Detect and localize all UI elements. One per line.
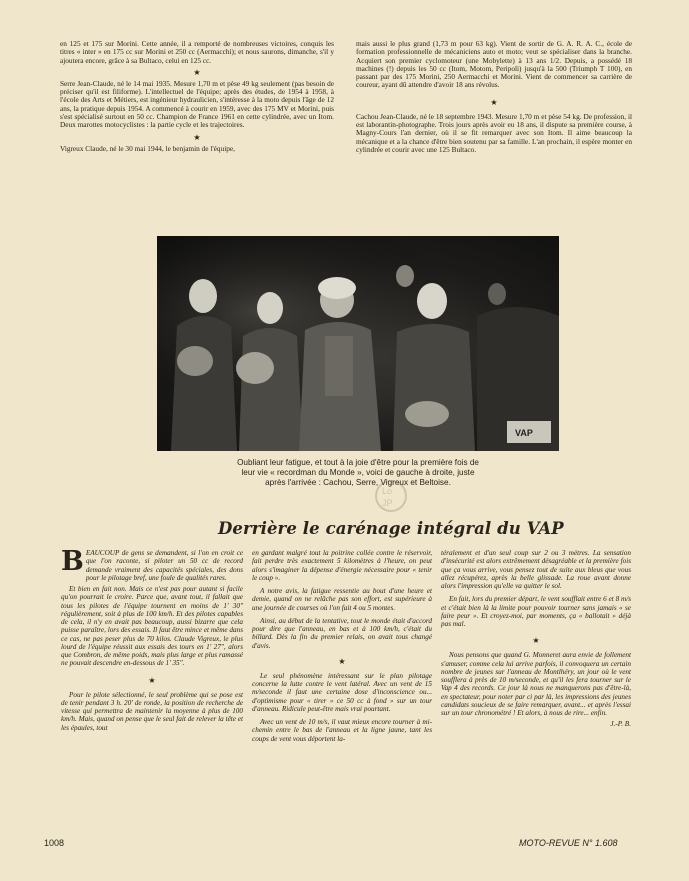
rider-bio-cachou: Cachou Jean-Claude, né le 18 septembre 1943. Mesure 1,70 m et pèse 54 kg. De profession, il est laborantin-photographe. Trois jours après avoir eu 18 ans, il dispute sa première course, à Magny-Cours l'an dernier, où il se fit remarquer avec son Itom. Il aime beaucoup la mécanique et a la chance d'être bien soutenu par sa famille. L'an prochain, il espère monter en cylindrée et courir avec une 125 Bultaco. (356, 111, 632, 154)
article-column-2 (252, 549, 432, 743)
drop-cap: B (61, 546, 84, 577)
svg-text:JP: JP (382, 498, 393, 508)
separator-star-icon: ★ (338, 656, 346, 666)
paragraph: Ainsi, au début de la tentative, tout le monde était d'accord pour dire que l'anneau, en bas et à 100 km/h, c'était du billard. Dès la fin du premier relais, on avait tous changé d'avis. (252, 616, 432, 650)
paragraph: En fait, lors du premier départ, le vent soufflait entre 6 et 8 m/s et c'était bien là la limite pour pouvoir tourner sans jamais « se faire peur ». Et croyez-moi, par moments, ça « ballotait » déjà pas mal. (441, 595, 631, 628)
paragraph: Pour le pilote sélectionné, le seul problème qui se pose est de tenir pendant 3 h. 20' de ronde, la position de recherche de vitesse qui permettra de maintenir la moyenne à plus de 100 km/h. Mais, quand on pense que le seul fait de relever la tête et les épaules, tout (61, 690, 243, 732)
paragraph: A notre avis, la fatigue ressentie au bout d'une heure et demie, quand on ne relâche pas son effort, est supérieure à une journée de courses où l'on fait 4 ou 5 montes. (252, 587, 432, 612)
separator-star-icon: ★ (490, 97, 498, 107)
paragraph: en 125 et 175 sur Morini. Cette année, il a remporté de nombreuses victoires, conquis les titres « inter » en 175 cc sur Morini et 250 cc (Aermacchi); et nous saurons, dimanche, s'il y ajoutera encore, grâce à sa Bultaco, celui en 125 cc. (60, 39, 334, 65)
separator-star-icon: ★ (532, 636, 540, 646)
team-photo (157, 236, 559, 451)
magazine-issue: MOTO-REVUE N° 1.608 (519, 838, 618, 848)
vap-sign-text: VAP (515, 428, 533, 438)
author-signature: J.-P. B. (610, 720, 631, 729)
rider-bio-vigreux-end: mais aussi le plus grand (1,73 m pour 63 kg). Vient de sortir de G. A. R. A. C., école de formation professionnelle de mécaniciens auto et moto; veut se spécialiser dans la branche. Acquiert son premier cyclomoteur (une Mobylette) à 13 ans 1/2. Depuis, a possédé 18 machines (!) depuis les 50 cc (Itom, Motom, Peripoli) jusqu'à la 500 (Triumph T 100), en passant par des 175 Morini, 250 Aermacchi et Morini. Vient de commencer sa carrière de coureur, ayant dû attendre d'avoir 18 ans révolus. (356, 39, 632, 90)
separator-star-icon: ★ (193, 67, 201, 77)
photo-caption: Oubliant leur fatigue, et tout à la joie d'être pour la première fois de leur vie « recordman du Monde », voici de gauche à droite, juste après l'arrivée : Cachou, Serre, Vigreux et Beltoise. (237, 458, 479, 488)
separator-star-icon: ★ (148, 675, 156, 685)
riders-photo-illustration (157, 236, 559, 451)
top-left-column (60, 40, 334, 153)
separator-star-icon: ★ (193, 132, 201, 142)
article-intro: EAUCOUP de gens se demandent, si l'on en croit ce que l'on raconte, si piloter un 50 cc de record demande vraiment des capacités spéciales, des dons pour le pilotage bref, une foule de qualités rares. (85, 549, 243, 582)
rider-bio-serre: Serre Jean-Claude, né le 14 mai 1935. Mesure 1,70 m et pèse 49 kg seulement (pas besoin de préciser qu'il est filiforme). L'intellectuel de l'équipe; après des études, de 1954 à 1958, à l'école des Arts et Métiers, est ingénieur hydraulicien, s'intéresse à la moto depuis l'âge de 12 ans, la pratique depuis 1954. A commencé à courir en 1959, avec des 175 MV et Morini, puis s'est spécialisé surtout en 50 cc. Champion de France 1961 en cette cylindrée, avec un Itom. Deux marottes motocyclistes : la partie cycle et les trajectoires. (60, 78, 334, 130)
article-column-1 (61, 546, 243, 732)
paragraph: en gardant malgré tout la poitrine collée contre le réservoir, fait perdre très exactement 5 kilomètres à l'heure, on peut alors s'imaginer la dépense d'énergie nécessaire pour « tenir le coup ». (252, 549, 432, 582)
rider-bio-vigreux-start: Vigreux Claude, né le 30 mai 1944, le benjamin de l'équipe, (60, 143, 235, 153)
svg-text:Lo: Lo (382, 486, 393, 496)
paragraph: téralement et d'un seul coup sur 2 ou 3 mètres. La sensation d'insécurité est alors extrêmement désagréable et la première fois que ça vous arrive, vous pensez tout de suite aux bleus que vous allez récupérez, après la belle glissade. La roue avant donne alors l'impression qu'elle va quitter le sol. (441, 549, 631, 590)
top-right-column (356, 40, 632, 154)
page-number: 1008 (44, 838, 65, 848)
paragraph: Et bien en fait non. Mais ce n'est pas pour autant si facile qu'on pourrait le croire. Parce que, avant tout, il fallait que tous les pilotes de l'équipe tournent en moins de 1' 30" régulièrement, soit à plus de 100 km/h. Et des pilotes capables de cela, il n'y en avait pas beaucoup, aussi bizarre que cela puisse paraître, lors des essais. Il faut être mince et même dans ce cas, ne pas peser plus de 70 kilos. Claude Vigreux, le plus lourd de l'équipe réussit aux essais des tours en 1' 27", alors que Combron, de même poids, mais plus large et plus ramassé ne pouvait descendre en-dessous de 1' 35". (61, 585, 243, 668)
article-column-3 (441, 549, 631, 728)
paragraph: Nous pensons que quand G. Monneret aura envie de follement s'amuser, comme cela lui arrive parfois, il convoquera un certain nombre de jeunes sur l'anneau de Montlhéry, un jour où le vent soufflera à près de 10 m/seconde, et qu'il les fera tourner sur le Vap 4 des records. Ce jour là nous ne manquerons pas d'être-là, en spectateur, pour noter par ci par là, les impressions des jeunes candidats soucieux de se faire remarquer, avant... et après l'essai sur un tour chronométré ! Et alors, à nous de rire... enfin. (441, 651, 631, 717)
article-title: Derrière le carénage intégral du VAP (218, 519, 564, 538)
paragraph: Le seul phénomène intéressant sur le plan pilotage concerne la lutte contre le vent latéral. Avec un vent de 15 m/seconde il faut une certaine dose d'inconscience ou... d'optimisme pour « tirer » ce 50 cc à fond » sur un tour d'anneau. Ridicule peut-être mais vrai pourtant. (252, 671, 432, 713)
paragraph: Avec un vent de 10 m/s, il vaut mieux encore tourner à mi-chemin entre le bas de l'anneau et la ligne jaune, tant les coups de vent vous déportent la- (252, 718, 432, 743)
